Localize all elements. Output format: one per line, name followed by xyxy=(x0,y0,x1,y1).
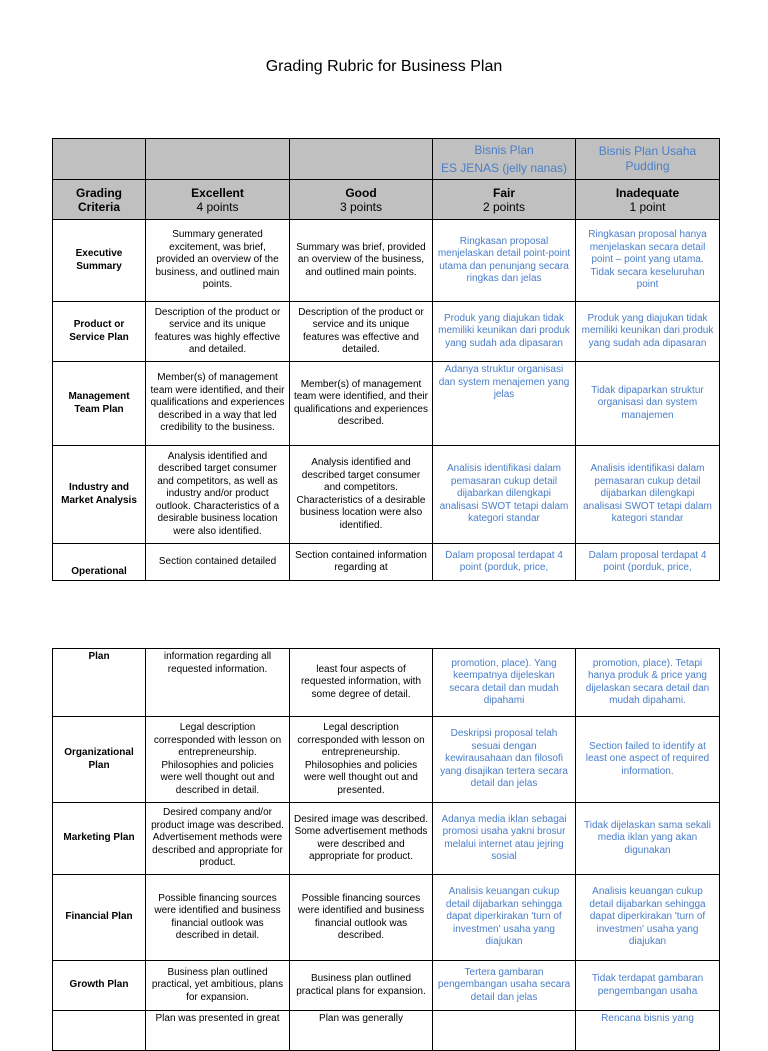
fair-cell: Analisis keuangan cukup detail dijabarkan sehingga dapat diperkirakan 'turn of investmen' usaha yang diajukan xyxy=(433,875,576,961)
rubric-table-page-2 xyxy=(52,648,720,1051)
header-excellent xyxy=(146,180,290,220)
table-row xyxy=(53,717,720,803)
inadequate-cell: Produk yang diajukan tidak memiliki keunikan dari produk yang sudah ada dipasaran xyxy=(576,302,720,362)
fair-cell: Produk yang diajukan tidak memiliki keunikan dari produk yang sudah ada dipasaran xyxy=(433,302,576,362)
good-cell: Member(s) of management team were identified, and their qualifications and experiences described. xyxy=(290,362,433,446)
fair-cell: promotion, place). Yang keempatnya dijeleskan secara detail dan mudah dipahami xyxy=(433,649,576,717)
good-cell: Summary was brief, provided an overview of the business, and outlined main points. xyxy=(290,220,433,302)
fair-cell: Deskripsi proposal telah sesuai dengan kewirausahaan dan filosofi yang disajikan tertera secara detail dan jelas xyxy=(433,717,576,803)
inadequate-cell: Tidak dijelaskan sama sekali media iklan yang akan digunakan xyxy=(576,803,720,875)
column-points: 2 points xyxy=(482,199,526,214)
good-cell: Section contained information regarding at xyxy=(290,544,433,581)
header-criteria xyxy=(53,180,146,220)
criteria-cell: Organizational Plan xyxy=(53,717,146,803)
fair-cell: Adanya media iklan sebagai promosi usaha yakni brosur melalui internet atau jejring sosial xyxy=(433,803,576,875)
criteria-cell xyxy=(53,1011,146,1051)
inadequate-cell: promotion, place). Tetapi hanya produk & price yang dijelaskan secara detail dan mudah dipahami. xyxy=(576,649,720,717)
inadequate-cell: Ringkasan proposal hanya menjelaskan secara detail point – point yang utama. Tidak secara keseluruhan point xyxy=(576,220,720,302)
inadequate-cell: Section failed to identify at least one aspect of required information. xyxy=(576,717,720,803)
business-plan-product: ES JENAS (jelly nanas) xyxy=(440,161,568,175)
inadequate-cell: Rencana bisnis yang xyxy=(576,1011,720,1051)
criteria-cell: Management Team Plan xyxy=(53,362,146,446)
table-row xyxy=(53,362,720,446)
header-inadequate xyxy=(576,180,720,220)
fair-cell: Dalam proposal terdapat 4 point (porduk, price, xyxy=(433,544,576,581)
good-cell: Plan was generally xyxy=(290,1011,433,1051)
table-row xyxy=(53,961,720,1011)
table-row xyxy=(53,1011,720,1051)
header-blank-cell xyxy=(53,139,146,180)
criteria-cell: Operational xyxy=(53,544,146,581)
header-row-top xyxy=(53,139,720,180)
excellent-cell: Possible financing sources were identified and business financial outlook was described in detail. xyxy=(146,875,290,961)
rubric-table-page-1 xyxy=(52,138,720,581)
excellent-cell: Section contained detailed xyxy=(146,544,290,581)
column-label: Good xyxy=(345,185,377,200)
header-fair xyxy=(433,180,576,220)
inadequate-cell: Dalam proposal terdapat 4 point (porduk, price, xyxy=(576,544,720,581)
excellent-cell: Analysis identified and described target consumer and competitors, as well as industry and/or product outlook. Characteristics of a desirable business location were also identified. xyxy=(146,446,290,544)
table-row xyxy=(53,302,720,362)
good-cell: Desired image was described. Some advertisement methods were described and appropriate for product. xyxy=(290,803,433,875)
fair-cell: Adanya struktur organisasi dan system menajemen yang jelas xyxy=(433,362,576,446)
inadequate-cell: Analisis keuangan cukup detail dijabarkan sehingga dapat diperkirakan 'turn of investmen' usaha yang diajukan xyxy=(576,875,720,961)
business-plan-label: Bisnis Plan xyxy=(474,143,534,157)
criteria-cell: Industry and Market Analysis xyxy=(53,446,146,544)
excellent-cell: Legal description corresponded with lesson on entrepreneurship. Philosophies and policies were well thought out and described in detail. xyxy=(146,717,290,803)
criteria-cell: Growth Plan xyxy=(53,961,146,1011)
criteria-cell: Executive Summary xyxy=(53,220,146,302)
fair-cell: Tertera gambaran pengembangan usaha secara detail dan jelas xyxy=(433,961,576,1011)
criteria-cell: Financial Plan xyxy=(53,875,146,961)
table-row xyxy=(53,803,720,875)
business-plan-label-2: Bisnis Plan Usaha Pudding xyxy=(598,144,697,173)
good-cell: Business plan outlined practical plans for expansion. xyxy=(290,961,433,1011)
page-title: Grading Rubric for Business Plan xyxy=(265,58,503,75)
table-row xyxy=(53,649,720,717)
excellent-cell: Business plan outlined practical, yet ambitious, plans for expansion. xyxy=(146,961,290,1011)
fair-cell: Analisis identifikasi dalam pemasaran cukup detail dijabarkan dilengkapi analisasi SWOT tetapi dalam kategori standar xyxy=(433,446,576,544)
column-label: Inadequate xyxy=(615,185,680,200)
criteria-cell: Product or Service Plan xyxy=(53,302,146,362)
fair-cell xyxy=(433,1011,576,1051)
column-label: Fair xyxy=(492,185,515,200)
table-row xyxy=(53,544,720,581)
excellent-cell: Member(s) of management team were identified, and their qualifications and experiences described in a way that led credibility to the business. xyxy=(146,362,290,446)
column-points: 3 points xyxy=(339,199,383,214)
column-points: 4 points xyxy=(196,199,239,214)
criteria-cell: Marketing Plan xyxy=(53,803,146,875)
excellent-cell: information regarding all requested information. xyxy=(146,649,290,717)
table-row xyxy=(53,220,720,302)
excellent-cell: Description of the product or service and its unique features was highly effective and detailed. xyxy=(146,302,290,362)
header-row-columns xyxy=(53,180,720,220)
column-label: Grading Criteria xyxy=(75,185,122,214)
good-cell: least four aspects of requested information, with some degree of detail. xyxy=(290,649,433,717)
header-good xyxy=(290,180,433,220)
inadequate-cell: Analisis identifikasi dalam pemasaran cukup detail dijabarkan dilengkapi analisasi SWOT tetapi dalam kategori standar xyxy=(576,446,720,544)
header-fair-business-name xyxy=(433,139,576,180)
excellent-cell: Summary generated excitement, was brief, provided an overview of the business, and outlined main points. xyxy=(146,220,290,302)
table-row xyxy=(53,875,720,961)
header-inadequate-business-name xyxy=(576,139,720,180)
good-cell: Legal description corresponded with lesson on entrepreneurship. Philosophies and policies were well thought out and presented. xyxy=(290,717,433,803)
good-cell: Analysis identified and described target consumer and competitors. Characteristics of a desirable business location were also identified. xyxy=(290,446,433,544)
header-blank-cell xyxy=(290,139,433,180)
excellent-cell: Desired company and/or product image was described. Advertisement methods were described and appropriate for product. xyxy=(146,803,290,875)
column-label: Excellent xyxy=(191,185,244,200)
criteria-cell: Plan xyxy=(53,649,146,717)
good-cell: Description of the product or service and its unique features was effective and detailed. xyxy=(290,302,433,362)
column-points: 1 point xyxy=(629,199,666,214)
excellent-cell: Plan was presented in great xyxy=(146,1011,290,1051)
table-row xyxy=(53,446,720,544)
inadequate-cell: Tidak dipaparkan struktur organisasi dan system manajemen xyxy=(576,362,720,446)
inadequate-cell: Tidak terdapat gambaran pengembangan usaha xyxy=(576,961,720,1011)
fair-cell: Ringkasan proposal menjelaskan detail point-point utama dan penunjang secara ringkas dan jelas xyxy=(433,220,576,302)
good-cell: Possible financing sources were identified and business financial outlook was described. xyxy=(290,875,433,961)
header-blank-cell xyxy=(146,139,290,180)
